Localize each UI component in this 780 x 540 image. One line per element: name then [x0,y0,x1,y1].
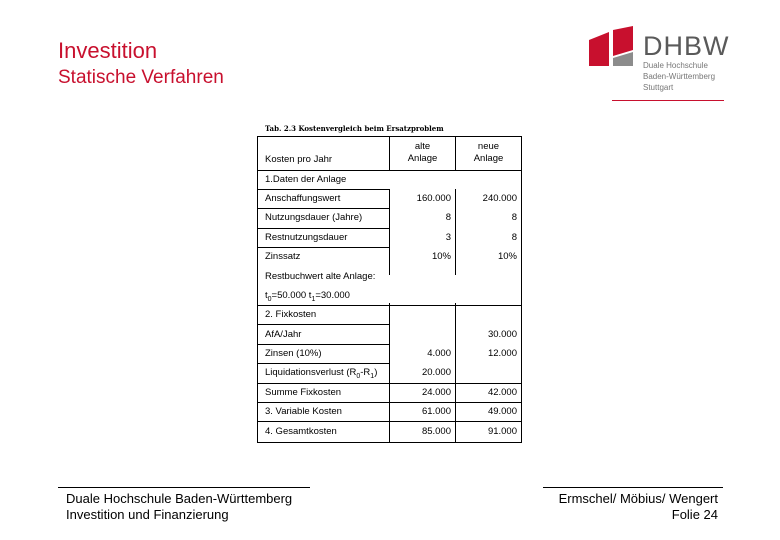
header-new-line1: neue [477,141,500,152]
row-new-value: 240.000 [482,193,517,204]
row-label: Zinsen (10%) [265,348,322,359]
section-data-label: 1.Daten der Anlage [265,174,347,185]
logo-wordmark: DHBW [643,31,730,61]
footer-slide-number: Folie 24 [671,507,718,522]
restbuchwert-values: $t_0=50.000$ $t_1=30.000$ [265,290,350,303]
row-new-value: 8 [511,232,517,243]
footer-authors: Ermschel/ Möbius/ Wengert [558,491,718,506]
dhbw-logo-mark [587,26,637,70]
page-subtitle: Statische Verfahren [58,67,224,88]
row-new-value: 49.000 [487,406,517,417]
row-label: Liquidationsverlust $(R_0-R_1)$ [265,367,378,380]
row-label: Summe Fixkosten [265,387,342,398]
header-old-line2: Anlage [407,153,438,164]
row-old-value: 20.000 [421,367,451,378]
footer-right [559,491,718,523]
header-new-line2: Anlage [473,153,504,164]
row-new-value: 30.000 [487,329,517,340]
row-old-value: 10% [431,251,451,262]
section-fixkosten-label: 2. Fixkosten [265,309,317,320]
row-old-value: 3 [445,232,451,243]
row-new-value: 42.000 [487,387,517,398]
row-old-value: 85.000 [421,426,451,437]
row-label: Anschaffungswert [265,193,341,204]
row-new-value: 10% [497,251,517,262]
table-caption: Tab. 2.3 Kostenvergleich beim Ersatzproblem [265,124,444,133]
row-old-value: 61.000 [421,406,451,417]
row-label: 4. Gesamtkosten [265,426,337,437]
cost-comparison-table [257,136,522,443]
row-old-value: 4.000 [427,348,451,359]
header-old-line1: alte [414,141,431,152]
header-rule [612,100,724,101]
restbuchwert-label: Restbuchwert alte Anlage: [265,271,376,282]
footer-course: Investition und Finanzierung [66,507,229,522]
header-cost-label: Kosten pro Jahr [265,154,333,165]
row-new-value: 91.000 [487,426,517,437]
row-old-value: 8 [445,212,451,223]
logo-subtext: Duale Hochschule Baden-Württemberg Stuttgart [643,61,716,92]
row-old-value: 24.000 [421,387,451,398]
row-old-value: 160.000 [416,193,451,204]
row-label: Zinssatz [265,251,301,262]
footer-rule-left [58,487,310,488]
page-title: Investition [58,38,158,63]
footer-rule-right [543,487,723,488]
row-new-value: 12.000 [487,348,517,359]
row-label: 3. Variable Kosten [265,406,342,417]
footer-institution: Duale Hochschule Baden-Württemberg [66,491,293,506]
row-label: Restnutzungsdauer [265,232,348,243]
row-new-value: 8 [511,212,517,223]
row-label: AfA/Jahr [265,329,302,340]
row-label: Nutzungsdauer (Jahre) [265,212,363,223]
footer-left [66,491,292,523]
